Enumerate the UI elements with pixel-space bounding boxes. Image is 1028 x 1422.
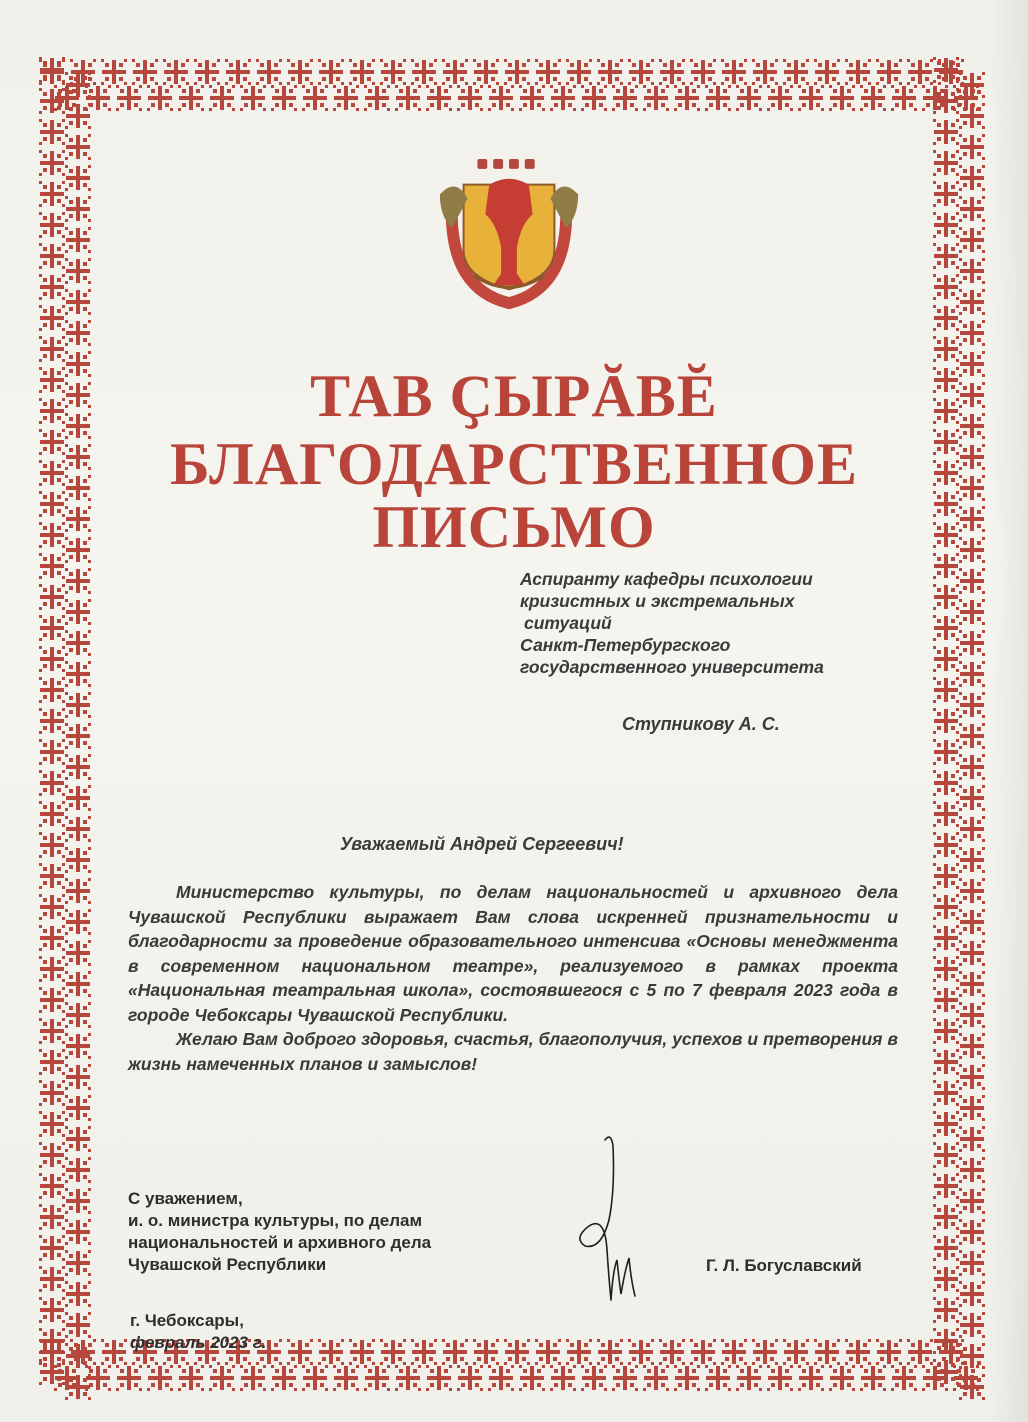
city: г. Чебоксары, bbox=[130, 1311, 244, 1330]
title-chuvash: ТАВ ҪЫРĂВĔ bbox=[310, 363, 718, 429]
chuvashia-coat-of-arms bbox=[430, 155, 588, 313]
title-letter-of-thanks: БЛАГОДАРСТВЕННОЕ bbox=[170, 431, 858, 497]
body-paragraph: Желаю Вам доброго здоровья, счастья, благополучия, успехов и претворения в жизнь намеченных планов и замыслов! bbox=[128, 1029, 898, 1074]
letter-body bbox=[128, 880, 898, 1076]
addressee-block bbox=[520, 568, 920, 678]
title-letter: ПИСЬМО bbox=[372, 494, 656, 560]
addressee-line: кризистных и экстремальных bbox=[520, 591, 795, 611]
body-paragraph: Министерство культуры, по делам национальностей и архивного дела Чувашской Республики выражает Вам слова искренней признательности и благодарности за проведение образовательного интенсива «Основы менеджмента в современном национальном театре», реализуемого в рамках проекта «Национальная театральная школа», состоявшегося с 5 по 7 февраля 2023 года в городе Чебоксары Чувашской Республики. bbox=[128, 882, 898, 1025]
addressee-line: Аспиранту кафедры психологии bbox=[520, 569, 813, 589]
regards-line: С уважением, bbox=[128, 1189, 243, 1208]
regards-line: национальностей и архивного дела bbox=[128, 1233, 432, 1252]
signer-name: Г. Л. Богуславский bbox=[706, 1256, 862, 1275]
regards-line: Чувашской Республики bbox=[128, 1255, 327, 1274]
addressee-line: Санкт-Петербургского bbox=[520, 635, 731, 655]
greeting: Уважаемый Андрей Сергеевич! bbox=[340, 834, 624, 854]
addressee-line: ситуаций bbox=[524, 613, 612, 633]
regards-block bbox=[128, 1188, 548, 1276]
date: февраль 2023 г. bbox=[130, 1333, 267, 1352]
addressee-line: государственного университета bbox=[520, 657, 824, 677]
place-date-block bbox=[130, 1310, 266, 1354]
handwritten-signature bbox=[565, 1130, 665, 1310]
regards-line: и. о. министра культуры, по делам bbox=[128, 1211, 423, 1230]
addressee-name: Ступникову А. С. bbox=[622, 714, 780, 734]
